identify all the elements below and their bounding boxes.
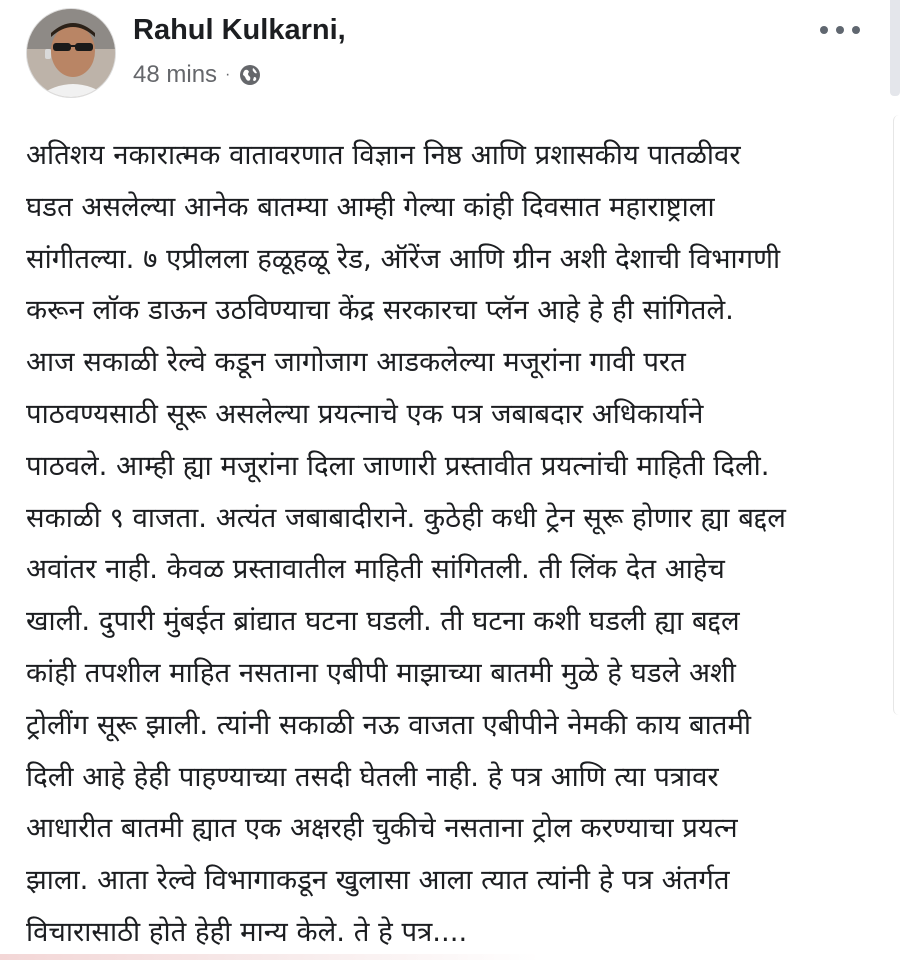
post-text-line: आज सकाळी रेल्वे कडून जागोजाग आडकलेल्या मजूरांना गावी परत <box>26 346 686 379</box>
post-text-line: सकाळी ९ वाजता. अत्यंत जबाबादीराने. कुठेही कधी ट्रेन सूरू होणार ह्या बद्दल <box>26 501 786 534</box>
post-text-line: खाली. दुपारी मुंबईत ब्रांद्यात घटना घडली. ती घटना कशी घडली ह्या बद्दल <box>26 605 740 638</box>
scrollbar-track[interactable] <box>893 115 900 715</box>
image-attachment-edge <box>0 954 900 960</box>
post-text-line: झाला. आता रेल्वे विभागाकडून खुलासा आला त्यात त्यांनी हे पत्र अंतर्गत <box>26 864 730 897</box>
globe-icon <box>238 63 262 87</box>
post-text-line: पाठवण्यसाठी सूरू असलेल्या प्रयत्नाचे एक पत्र जबाबदार अधिकार्याने <box>26 397 704 430</box>
post-text-line: विचारासाठी होते हेही मान्य केले. ते हे पत्र.... <box>26 915 468 948</box>
post-text-line: आधारीत बातमी ह्यात एक अक्षरही चुकीचे नसताना ट्रोल करण्याचा प्रयत्न <box>26 812 738 845</box>
avatar-photo <box>27 9 115 97</box>
meta-separator: · <box>225 66 231 83</box>
author-avatar[interactable] <box>26 8 116 98</box>
post-meta <box>133 60 262 90</box>
author-name[interactable]: Rahul Kulkarni, <box>133 14 346 46</box>
post-text-line: ट्रोलींग सूरू झाली. त्यांनी सकाळी नऊ वाजता एबीपीने नेमकी काय बातमी <box>26 708 752 741</box>
post-text-line: दिली आहे हेही पाहण्याच्या तसदी घेतली नाही. हे पत्र आणि त्या पत्रावर <box>26 760 719 793</box>
post-text-line: कांही तपशील माहित नसताना एबीपी माझाच्या बातमी मुळे हे घडले अशी <box>26 656 736 689</box>
scrollbar-thumb[interactable] <box>890 0 900 96</box>
post-text-line: अवांतर नाही. केवळ प्रस्तावातील माहिती सांगितली. ती लिंक देत आहेच <box>26 553 725 586</box>
post-body <box>26 130 888 959</box>
post-timestamp[interactable]: 48 mins <box>133 61 218 88</box>
post-text-line: करून लॉक डाऊन उठविण्याचा केंद्र सरकारचा प्लॅन आहे हे ही सांगितले. <box>26 294 734 327</box>
post-text-line: घडत असलेल्या आनेक बातम्या आम्ही गेल्या कांही दिवसात महाराष्ट्राला <box>26 190 715 223</box>
post-text-line: पाठवले. आम्ही ह्या मजूरांना दिला जाणारी प्रस्तावीत प्रयत्नांची माहिती दिली. <box>26 449 770 482</box>
post-text-line: सांगीतल्या. ७ एप्रीलला हळूहळू रेड, ऑरेंज आणि ग्रीन अशी देशाची विभागणी <box>26 242 781 275</box>
more-options-icon[interactable] <box>820 20 860 40</box>
post-text-line: अतिशय नकारात्मक वातावरणात विज्ञान निष्ठ आणि प्रशासकीय पातळीवर <box>26 139 741 171</box>
